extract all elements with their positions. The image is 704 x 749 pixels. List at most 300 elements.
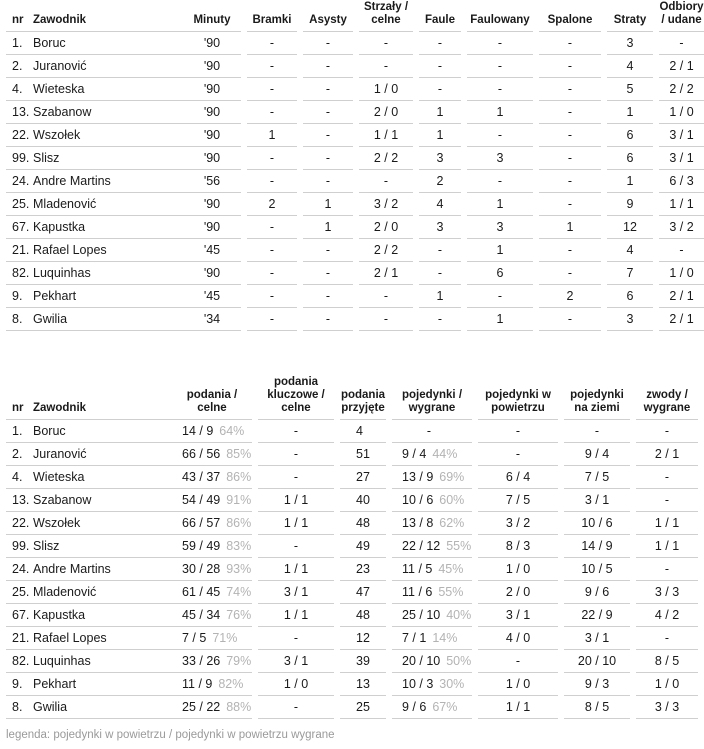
- header-passes: podania / celne: [172, 376, 252, 420]
- received-value: 49: [340, 535, 386, 558]
- passes-count: 30 / 28: [182, 562, 221, 576]
- fouls-value: 1: [419, 101, 461, 124]
- offsides-value: -: [539, 170, 601, 193]
- received-value: 25: [340, 696, 386, 719]
- passes-accuracy: 83%: [226, 539, 252, 553]
- fouled-value: 1: [467, 193, 533, 216]
- header-losses: Straty: [607, 0, 653, 32]
- passes-accuracy: 79%: [226, 654, 252, 668]
- fouled-value: 6: [467, 262, 533, 285]
- header-aerial-duels: pojedynki w powietrzu: [478, 376, 558, 420]
- fouled-value: 1: [467, 308, 533, 331]
- tackles-value: 3 / 2: [659, 216, 704, 239]
- received-value: 47: [340, 581, 386, 604]
- header-dribbles: zwody / wygrane: [636, 376, 698, 420]
- duels-value: [392, 535, 472, 558]
- losses-value: 3: [607, 32, 653, 55]
- key-passes-value: -: [258, 466, 334, 489]
- header-player: Zawodnik: [33, 0, 183, 32]
- aerial-duels-value: 1 / 0: [478, 673, 558, 696]
- table-row: [6, 124, 704, 147]
- player-number: 82.: [6, 650, 27, 673]
- aerial-duels-value: 4 / 0: [478, 627, 558, 650]
- shots-value: 1 / 1: [359, 124, 413, 147]
- duels-win-rate: 60%: [439, 493, 465, 507]
- duels-count: 13 / 8: [402, 516, 434, 530]
- received-value: 48: [340, 604, 386, 627]
- passes-value: [172, 558, 252, 581]
- fouls-value: 3: [419, 216, 461, 239]
- losses-value: 4: [607, 55, 653, 78]
- key-passes-value: -: [258, 420, 334, 443]
- duels-value: [392, 673, 472, 696]
- table-row: [6, 193, 704, 216]
- player-name: Szabanow: [33, 101, 183, 124]
- duels-win-rate: 30%: [439, 677, 465, 691]
- offsides-value: -: [539, 308, 601, 331]
- player-name: Kapustka: [33, 216, 183, 239]
- player-name: Szabanow: [27, 489, 172, 512]
- table-row: [6, 443, 698, 466]
- offsides-value: -: [539, 55, 601, 78]
- key-passes-value: -: [258, 443, 334, 466]
- player-number: 82.: [6, 262, 33, 285]
- passes-accuracy: 76%: [226, 608, 252, 622]
- player-number: 9.: [6, 285, 33, 308]
- passes-value: [172, 673, 252, 696]
- dribbles-value: 4 / 2: [636, 604, 698, 627]
- duels-value: [392, 558, 472, 581]
- assists-value: -: [303, 262, 353, 285]
- key-passes-value: 1 / 1: [258, 604, 334, 627]
- table-row: [6, 420, 698, 443]
- tackles-value: 3 / 1: [659, 124, 704, 147]
- player-name: Boruc: [33, 32, 183, 55]
- table-row: [6, 216, 704, 239]
- minutes-value: '90: [183, 32, 241, 55]
- offsides-value: -: [539, 262, 601, 285]
- aerial-duels-value: 7 / 5: [478, 489, 558, 512]
- shots-value: -: [359, 170, 413, 193]
- key-passes-value: 1 / 1: [258, 489, 334, 512]
- fouled-value: 1: [467, 239, 533, 262]
- key-passes-value: -: [258, 535, 334, 558]
- tackles-value: -: [659, 239, 704, 262]
- header-minutes: Minuty: [183, 0, 241, 32]
- offsides-value: -: [539, 78, 601, 101]
- minutes-value: '90: [183, 193, 241, 216]
- header-nr: nr: [6, 376, 27, 420]
- shots-value: -: [359, 308, 413, 331]
- dribbles-value: 1 / 1: [636, 535, 698, 558]
- table-row: [6, 285, 704, 308]
- duels-value: [392, 650, 472, 673]
- duels-count: 22 / 12: [402, 539, 441, 553]
- key-passes-value: 1 / 1: [258, 512, 334, 535]
- duels-win-rate: 44%: [432, 447, 458, 461]
- ground-duels-value: 22 / 9: [564, 604, 630, 627]
- fouls-value: -: [419, 308, 461, 331]
- duels-value: [392, 627, 472, 650]
- table-row: [6, 262, 704, 285]
- player-name: Juranović: [33, 55, 183, 78]
- fouled-value: 1: [467, 101, 533, 124]
- player-number: 25.: [6, 581, 27, 604]
- table-row: [6, 535, 698, 558]
- player-name: Pekhart: [33, 285, 183, 308]
- table-row: [6, 239, 704, 262]
- ground-duels-value: 9 / 6: [564, 581, 630, 604]
- duels-value: [392, 443, 472, 466]
- passes-count: 61 / 45: [182, 585, 221, 599]
- passes-count: 66 / 56: [182, 447, 221, 461]
- received-value: 27: [340, 466, 386, 489]
- losses-value: 1: [607, 101, 653, 124]
- goals-value: -: [247, 78, 297, 101]
- player-number: 1.: [6, 420, 27, 443]
- goals-value: 1: [247, 124, 297, 147]
- player-name: Mladenović: [33, 193, 183, 216]
- passes-accuracy: 86%: [226, 470, 252, 484]
- offsides-value: -: [539, 101, 601, 124]
- fouls-value: 1: [419, 124, 461, 147]
- offsides-value: -: [539, 32, 601, 55]
- duels-value: [392, 696, 472, 719]
- offsides-value: -: [539, 239, 601, 262]
- passes-value: [172, 512, 252, 535]
- tackles-value: -: [659, 32, 704, 55]
- key-passes-value: -: [258, 627, 334, 650]
- fouls-value: 1: [419, 285, 461, 308]
- fouled-value: -: [467, 124, 533, 147]
- player-name: Slisz: [27, 535, 172, 558]
- fouls-value: -: [419, 55, 461, 78]
- player-number: 24.: [6, 170, 33, 193]
- minutes-value: '56: [183, 170, 241, 193]
- table-row: [6, 32, 704, 55]
- player-number: 21.: [6, 627, 27, 650]
- shots-value: 1 / 0: [359, 78, 413, 101]
- duels-count: 11 / 6: [402, 585, 433, 599]
- player-name: Juranović: [27, 443, 172, 466]
- duels-value: [392, 420, 472, 443]
- minutes-value: '90: [183, 55, 241, 78]
- received-value: 12: [340, 627, 386, 650]
- duels-win-rate: 62%: [439, 516, 465, 530]
- assists-value: -: [303, 78, 353, 101]
- table-row: [6, 489, 698, 512]
- tackles-value: 2 / 1: [659, 308, 704, 331]
- assists-value: -: [303, 101, 353, 124]
- player-number: 22.: [6, 124, 33, 147]
- table-row: [6, 650, 698, 673]
- passes-value: [172, 650, 252, 673]
- header-goals: Bramki: [247, 0, 297, 32]
- player-name: Slisz: [33, 147, 183, 170]
- shots-value: -: [359, 32, 413, 55]
- aerial-duels-value: 6 / 4: [478, 466, 558, 489]
- passes-accuracy: 86%: [226, 516, 252, 530]
- key-passes-value: -: [258, 696, 334, 719]
- aerial-duels-value: 3 / 2: [478, 512, 558, 535]
- duels-win-rate: 50%: [446, 654, 472, 668]
- table-row: [6, 55, 704, 78]
- passes-value: [172, 535, 252, 558]
- offsides-value: 2: [539, 285, 601, 308]
- player-name: Rafael Lopes: [27, 627, 172, 650]
- losses-value: 3: [607, 308, 653, 331]
- player-name: Luquinhas: [27, 650, 172, 673]
- table-row: [6, 696, 698, 719]
- player-number: 99.: [6, 147, 33, 170]
- fouls-value: 4: [419, 193, 461, 216]
- passes-count: 7 / 5: [182, 631, 207, 645]
- goals-value: -: [247, 239, 297, 262]
- aerial-duels-value: 1 / 0: [478, 558, 558, 581]
- aerial-duels-value: -: [478, 420, 558, 443]
- table-row: [6, 627, 698, 650]
- aerial-duels-value: 3 / 1: [478, 604, 558, 627]
- ground-duels-value: 8 / 5: [564, 696, 630, 719]
- match-stats-table: [6, 0, 704, 331]
- passes-count: 33 / 26: [182, 654, 221, 668]
- offsides-value: -: [539, 193, 601, 216]
- assists-value: -: [303, 239, 353, 262]
- passes-accuracy: 82%: [218, 677, 244, 691]
- aerial-duels-value: 1 / 1: [478, 696, 558, 719]
- passes-count: 45 / 34: [182, 608, 221, 622]
- dribbles-value: -: [636, 466, 698, 489]
- dribbles-value: -: [636, 489, 698, 512]
- passes-value: [172, 627, 252, 650]
- passes-count: 66 / 57: [182, 516, 221, 530]
- duels-count: 7 / 1: [402, 631, 427, 645]
- offsides-value: -: [539, 147, 601, 170]
- passes-count: 54 / 49: [182, 493, 221, 507]
- losses-value: 7: [607, 262, 653, 285]
- duels-value: [392, 512, 472, 535]
- fouled-value: -: [467, 55, 533, 78]
- tackles-value: 1 / 1: [659, 193, 704, 216]
- passes-value: [172, 466, 252, 489]
- minutes-value: '90: [183, 262, 241, 285]
- passes-count: 25 / 22: [182, 700, 221, 714]
- passes-count: 14 / 9: [182, 424, 214, 438]
- dribbles-value: -: [636, 627, 698, 650]
- ground-duels-value: 9 / 4: [564, 443, 630, 466]
- goals-value: -: [247, 216, 297, 239]
- losses-value: 12: [607, 216, 653, 239]
- passes-value: [172, 604, 252, 627]
- match-stats-body: [6, 32, 704, 331]
- offsides-value: -: [539, 124, 601, 147]
- player-name: Mladenović: [27, 581, 172, 604]
- minutes-value: '90: [183, 101, 241, 124]
- received-value: 51: [340, 443, 386, 466]
- player-number: 13.: [6, 489, 27, 512]
- ground-duels-value: 14 / 9: [564, 535, 630, 558]
- dribbles-value: 2 / 1: [636, 443, 698, 466]
- passing-duels-table: [6, 376, 698, 719]
- passes-value: [172, 696, 252, 719]
- passes-value: [172, 443, 252, 466]
- duels-value: [392, 581, 472, 604]
- passes-count: 11 / 9: [182, 677, 213, 691]
- player-name: Gwilia: [33, 308, 183, 331]
- key-passes-value: 1 / 1: [258, 558, 334, 581]
- minutes-value: '45: [183, 285, 241, 308]
- aerial-duels-value: 8 / 3: [478, 535, 558, 558]
- player-number: 8.: [6, 308, 33, 331]
- player-name: Gwilia: [27, 696, 172, 719]
- losses-value: 1: [607, 170, 653, 193]
- dribbles-value: 3 / 3: [636, 696, 698, 719]
- goals-value: -: [247, 285, 297, 308]
- table-row: [6, 308, 704, 331]
- minutes-value: '34: [183, 308, 241, 331]
- passes-accuracy: 74%: [226, 585, 252, 599]
- losses-value: 9: [607, 193, 653, 216]
- aerial-duels-value: -: [478, 443, 558, 466]
- assists-value: -: [303, 308, 353, 331]
- tackles-value: 1 / 0: [659, 262, 704, 285]
- header-assists: Asysty: [303, 0, 353, 32]
- player-number: 67.: [6, 604, 27, 627]
- table-row: [6, 170, 704, 193]
- ground-duels-value: 10 / 6: [564, 512, 630, 535]
- passes-count: 59 / 49: [182, 539, 221, 553]
- fouls-value: -: [419, 78, 461, 101]
- received-value: 4: [340, 420, 386, 443]
- player-name: Luquinhas: [33, 262, 183, 285]
- goals-value: -: [247, 101, 297, 124]
- ground-duels-value: 3 / 1: [564, 489, 630, 512]
- duels-count: 9 / 4: [402, 447, 427, 461]
- assists-value: -: [303, 170, 353, 193]
- shots-value: -: [359, 285, 413, 308]
- shots-value: 2 / 0: [359, 101, 413, 124]
- header-tackles: Odbiory / udane: [659, 0, 704, 32]
- table-row: [6, 466, 698, 489]
- player-name: Andre Martins: [27, 558, 172, 581]
- aerial-duels-value: -: [478, 650, 558, 673]
- duels-win-rate: 40%: [446, 608, 472, 622]
- player-name: Pekhart: [27, 673, 172, 696]
- goals-value: -: [247, 308, 297, 331]
- header-shots: Strzały / celne: [359, 0, 413, 32]
- header-key-passes: podania kluczowe / celne: [258, 376, 334, 420]
- duels-win-rate: 69%: [439, 470, 465, 484]
- header-player: Zawodnik: [27, 376, 172, 420]
- fouled-value: 3: [467, 216, 533, 239]
- ground-duels-value: 9 / 3: [564, 673, 630, 696]
- duels-count: 13 / 9: [402, 470, 434, 484]
- player-number: 22.: [6, 512, 27, 535]
- fouled-value: -: [467, 170, 533, 193]
- duels-value: [392, 489, 472, 512]
- shots-value: -: [359, 55, 413, 78]
- assists-value: 1: [303, 193, 353, 216]
- dribbles-value: 3 / 3: [636, 581, 698, 604]
- minutes-value: '90: [183, 216, 241, 239]
- dribbles-value: 8 / 5: [636, 650, 698, 673]
- fouls-value: -: [419, 239, 461, 262]
- player-number: 67.: [6, 216, 33, 239]
- received-value: 39: [340, 650, 386, 673]
- dribbles-value: 1 / 1: [636, 512, 698, 535]
- dribbles-value: 1 / 0: [636, 673, 698, 696]
- player-number: 4.: [6, 466, 27, 489]
- table-row: [6, 558, 698, 581]
- assists-value: -: [303, 32, 353, 55]
- fouled-value: 3: [467, 147, 533, 170]
- losses-value: 6: [607, 124, 653, 147]
- fouled-value: -: [467, 32, 533, 55]
- player-number: 25.: [6, 193, 33, 216]
- table-row: [6, 673, 698, 696]
- fouls-value: -: [419, 32, 461, 55]
- minutes-value: '45: [183, 239, 241, 262]
- ground-duels-value: -: [564, 420, 630, 443]
- shots-value: 2 / 2: [359, 239, 413, 262]
- key-passes-value: 3 / 1: [258, 650, 334, 673]
- legend: legenda: pojedynki w powietrzu / pojedynki w powietrzu wygrane: [6, 729, 335, 741]
- duels-win-rate: 45%: [438, 562, 464, 576]
- table-row: [6, 78, 704, 101]
- passes-value: [172, 420, 252, 443]
- passing-duels-body: [6, 420, 698, 719]
- header-received: podania przyjęte: [340, 376, 386, 420]
- header-offsides: Spalone: [539, 0, 601, 32]
- player-number: 24.: [6, 558, 27, 581]
- duels-win-rate: 14%: [432, 631, 458, 645]
- duels-value: [392, 466, 472, 489]
- duels-count: 9 / 6: [402, 700, 427, 714]
- player-name: Wszołek: [27, 512, 172, 535]
- received-value: 48: [340, 512, 386, 535]
- tackles-value: 6 / 3: [659, 170, 704, 193]
- tackles-value: 2 / 2: [659, 78, 704, 101]
- duels-count: 10 / 3: [402, 677, 434, 691]
- header-ground-duels: pojedynki na ziemi: [564, 376, 630, 420]
- player-number: 2.: [6, 443, 27, 466]
- goals-value: -: [247, 170, 297, 193]
- dribbles-value: -: [636, 420, 698, 443]
- duels-count: 11 / 5: [402, 562, 433, 576]
- received-value: 40: [340, 489, 386, 512]
- passes-accuracy: 91%: [226, 493, 252, 507]
- assists-value: -: [303, 55, 353, 78]
- duels-count: 10 / 6: [402, 493, 434, 507]
- assists-value: -: [303, 285, 353, 308]
- minutes-value: '90: [183, 124, 241, 147]
- ground-duels-value: 3 / 1: [564, 627, 630, 650]
- player-number: 8.: [6, 696, 27, 719]
- passes-value: [172, 489, 252, 512]
- aerial-duels-value: 2 / 0: [478, 581, 558, 604]
- assists-value: 1: [303, 216, 353, 239]
- dribbles-value: -: [636, 558, 698, 581]
- player-name: Wszołek: [33, 124, 183, 147]
- losses-value: 4: [607, 239, 653, 262]
- losses-value: 5: [607, 78, 653, 101]
- player-number: 21.: [6, 239, 33, 262]
- header-duels: pojedynki / wygrane: [392, 376, 472, 420]
- duels-win-rate: 67%: [432, 700, 458, 714]
- player-name: Kapustka: [27, 604, 172, 627]
- goals-value: -: [247, 147, 297, 170]
- player-name: Wieteska: [33, 78, 183, 101]
